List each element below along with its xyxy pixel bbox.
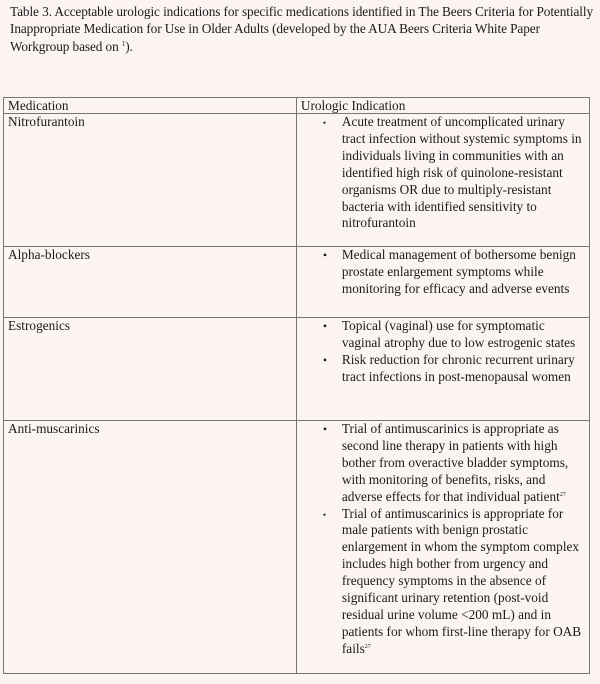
table-header-row [4,98,590,114]
indication-text: Trial of antimuscarinics is appropriate as second line therapy in patients with high bother from overactive bladder symptoms, with monitoring of benefits, risks, and adverse effects for that individual patient [341,421,569,504]
indication-item [301,506,585,658]
header-medication: Medication [4,98,297,114]
medication-cell: Nitrofurantoin [4,114,297,247]
medication-cell: Anti-muscarinics [4,421,297,674]
indication-list [301,421,585,658]
bullet-icon: • [322,319,328,333]
table-row-anti-muscarinics [4,421,590,674]
indication-item [301,318,585,352]
table-row-nitrofurantoin [4,114,590,247]
table-caption [10,3,595,55]
indication-item [301,247,585,298]
indication-cell [296,318,589,421]
indication-text: Trial of antimuscarinics is appropriate for male patients with benign prostatic enlargement in whom the symptom complex includes high bother from urgency and frequency symptoms in the absence of significant urinary retention (post-void residual urine volume <200 mL) and in patients for whom first-line therapy for OAB fails [341,505,582,656]
indication-cell [296,114,589,247]
table-row-estrogenics [4,318,590,421]
medication-cell: Estrogenics [4,318,297,421]
indication-cell [296,421,589,674]
indication-text: Topical (vaginal) use for symptomatic vaginal atrophy due to low estrogenic states [341,318,576,350]
bullet-icon: • [322,422,328,436]
indication-text: Acute treatment of uncomplicated urinary tract infection without systemic symptoms in individuals living in communities with an identified high risk of quinolone-resistant organisms OR due to multiply-resistant bacteria with identified sensitivity to nitrofurantoin [341,114,582,231]
bullet-icon: • [322,509,327,520]
medication-cell: Alpha-blockers [4,247,297,318]
indication-list [301,247,585,298]
indication-text: Risk reduction for chronic recurrent urinary tract infections in post-menopausal women [341,351,575,384]
bullet-icon: • [322,248,328,262]
header-urologic-indication: Urologic Indication [296,98,589,114]
urologic-indications-table [3,97,590,674]
indication-list [301,114,585,232]
bullet-icon: • [322,352,328,367]
indication-list [301,318,585,386]
caption-tail: ). [125,38,133,54]
indication-item [301,352,585,386]
bullet-icon: • [322,118,327,128]
indication-item [301,114,585,232]
reference-superscript: 27 [559,491,566,498]
indication-cell [296,247,589,318]
indication-text: Medical management of bothersome benign prostate enlargement symptoms while monitoring for efficacy and adverse events [341,247,576,296]
caption-text: Table 3. Acceptable urologic indications for specific medications identified in The Beers Criteria for Potentially Inappropriate Medication for Use in Older Adults (developed by the AUA Beers Criteria White Paper Workgroup based on [10,4,594,54]
reference-superscript: 27 [364,643,371,650]
table-row-alpha-blockers [4,247,590,318]
indication-item [301,421,585,506]
caption-reference: 1 [121,39,126,48]
